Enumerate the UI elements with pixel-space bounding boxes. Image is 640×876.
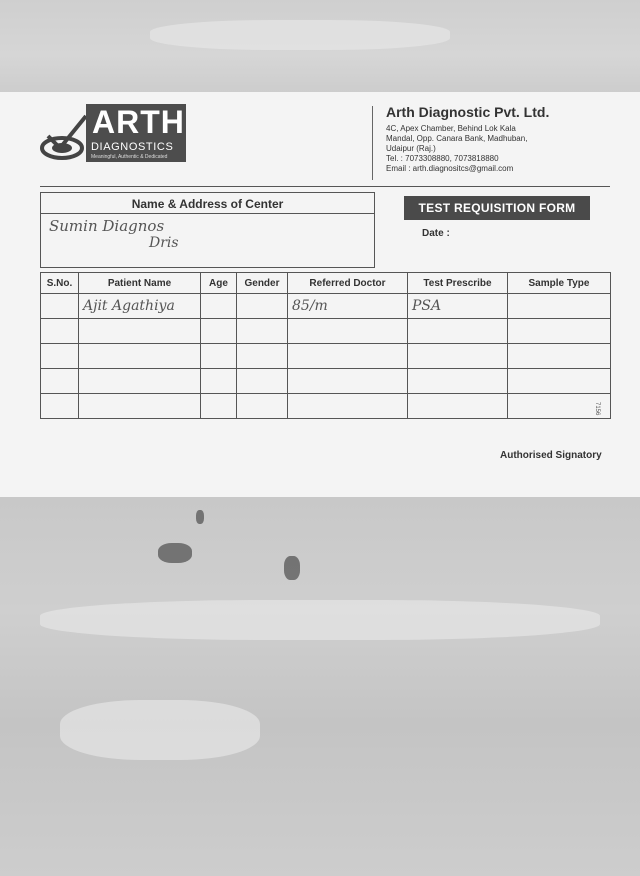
company-email: Email : arth.diagnositcs@gmail.com: [386, 164, 514, 173]
table-cell: [237, 344, 288, 369]
table-cell: [237, 319, 288, 344]
table-cell: [288, 344, 408, 369]
form-code: 7156: [594, 402, 600, 416]
center-handwritten-name: Sumin Diagnos: [49, 217, 165, 235]
ink-smudge: [196, 510, 204, 524]
column-header: Patient Name: [79, 273, 201, 294]
brand-logo: [86, 104, 186, 162]
requisition-table: [40, 272, 611, 419]
header-divider: [372, 106, 373, 180]
table-cell: [288, 319, 408, 344]
center-handwritten-line: Dris: [149, 235, 179, 251]
table-cell: [201, 294, 237, 319]
table-row: [41, 344, 611, 369]
authorised-signatory-label: Authorised Signatory: [500, 450, 602, 461]
table-row: [41, 394, 611, 419]
form-title: TEST REQUISITION FORM: [404, 196, 590, 220]
referred-doctor-cell: 85/m: [288, 294, 408, 319]
header-rule: [40, 186, 610, 187]
table-row: [41, 319, 611, 344]
table-cell: [41, 369, 79, 394]
table-cell: [201, 394, 237, 419]
ink-smudge: [158, 543, 192, 563]
table-header-row: [41, 273, 611, 294]
test-prescribe-cell: PSA: [408, 294, 508, 319]
column-header: S.No.: [41, 273, 79, 294]
table-cell: [201, 319, 237, 344]
table-cell: [288, 394, 408, 419]
company-phone: Tel. : 7073308880, 7073818880: [386, 154, 499, 163]
column-header: Sample Type: [508, 273, 611, 294]
table-cell: [408, 344, 508, 369]
scan-smear: [150, 20, 450, 50]
table-row: [41, 294, 611, 319]
company-address: [386, 124, 616, 174]
center-address-box: [40, 192, 375, 268]
company-name: Arth Diagnostic Pvt. Ltd.: [386, 104, 550, 120]
column-header: Gender: [237, 273, 288, 294]
table-cell: [79, 394, 201, 419]
column-header: Referred Doctor: [288, 273, 408, 294]
target-check-icon: [40, 114, 88, 162]
table-cell: [201, 344, 237, 369]
table-cell: [237, 369, 288, 394]
patient-name-cell: Ajit Agathiya: [79, 294, 201, 319]
table-cell: [41, 344, 79, 369]
date-label: Date :: [422, 228, 450, 239]
center-heading: Name & Address of Center: [131, 197, 284, 211]
table-cell: [508, 294, 611, 319]
column-header: Test Prescribe: [408, 273, 508, 294]
table-cell: [79, 369, 201, 394]
center-heading-rule: [41, 213, 374, 214]
table-cell: [408, 319, 508, 344]
table-cell: [41, 294, 79, 319]
logo-subtitle: DIAGNOSTICS: [91, 141, 174, 153]
table-cell: [79, 319, 201, 344]
table-cell: [508, 369, 611, 394]
table-cell: [408, 394, 508, 419]
table-cell: [508, 344, 611, 369]
scan-smear: [40, 600, 600, 640]
logo-tagline: Meaningful, Authentic & Dedicated: [91, 154, 168, 160]
address-line: Udaipur (Raj.): [386, 144, 436, 153]
table-cell: [508, 319, 611, 344]
table-cell: [288, 369, 408, 394]
logo-wordmark: ARTH: [92, 104, 185, 140]
ink-smudge: [284, 556, 300, 580]
address-line: 4C, Apex Chamber, Behind Lok Kala: [386, 124, 516, 133]
address-line: Mandal, Opp. Canara Bank, Madhuban,: [386, 134, 528, 143]
table-row: [41, 369, 611, 394]
table-cell: [41, 394, 79, 419]
table-cell: [237, 294, 288, 319]
column-header: Age: [201, 273, 237, 294]
table-cell: [201, 369, 237, 394]
table-cell: [237, 394, 288, 419]
table-cell: [408, 369, 508, 394]
scan-bottom-margin: [0, 497, 640, 876]
table-cell: [79, 344, 201, 369]
table-cell: [41, 319, 79, 344]
scan-smear: [60, 700, 260, 760]
